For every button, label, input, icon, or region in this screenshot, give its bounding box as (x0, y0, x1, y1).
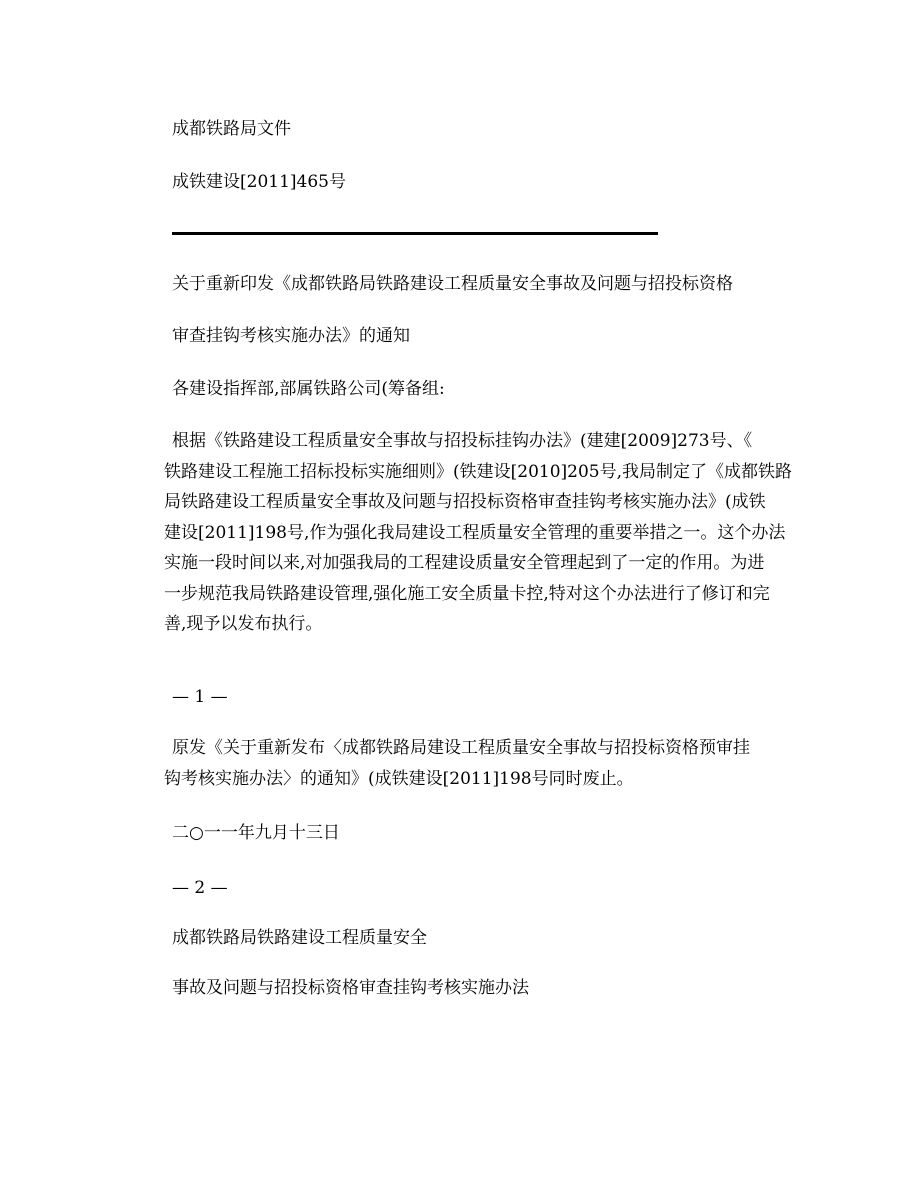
body-line: 局铁路建设工程质量安全事故及问题与招投标资格审查挂钩考核实施办法》(成铁 (164, 492, 766, 512)
issuer-name: 成都铁路局文件 (172, 119, 291, 139)
issue-date: 二○一一年九月十三日 (172, 823, 340, 843)
body-paragraph (164, 426, 793, 640)
body-line: 铁路建设工程施工招标投标实施细则》(铁建设[2010]205号,我局制定了《成都铁路 (164, 461, 793, 482)
notice-title-line-1: 关于重新印发《成都铁路局铁路建设工程质量安全事故及问题与招投标资格 (172, 274, 733, 294)
page-number-1: — 1 — (172, 687, 228, 707)
attachment-title-line-1: 成都铁路局铁路建设工程质量安全 (172, 928, 427, 948)
recipients: 各建设指挥部,部属铁路公司(筹备组: (172, 379, 445, 399)
header-divider (172, 232, 658, 235)
notice-title-line-2: 审查挂钩考核实施办法》的通知 (172, 326, 410, 346)
page-number-2: — 2 — (172, 878, 228, 898)
abolish-line: 原发《关于重新发布〈成都铁路局建设工程质量安全事故与招投标资格预审挂 (172, 738, 750, 758)
abolish-paragraph (164, 733, 750, 794)
document-number: 成铁建设[2011]465号 (172, 172, 346, 192)
body-line: 实施一段时间以来,对加强我局的工程建设质量安全管理起到了一定的作用。为进 (164, 553, 765, 573)
abolish-line: 钩考核实施办法〉的通知》(成铁建设[2011]198号同时废止。 (164, 768, 634, 789)
body-line: 根据《铁路建设工程质量安全事故与招投标挂钩办法》(建建[2009]273号、《 (172, 431, 753, 451)
body-line: 一步规范我局铁路建设管理,强化施工安全质量卡控,特对这个办法进行了修订和完 (164, 583, 770, 604)
body-line: 善,现予以发布执行。 (164, 614, 323, 634)
attachment-title-line-2: 事故及问题与招投标资格审查挂钩考核实施办法 (172, 978, 529, 998)
body-line: 建设[2011]198号,作为强化我局建设工程质量安全管理的重要举措之一。这个办法 (164, 522, 786, 543)
